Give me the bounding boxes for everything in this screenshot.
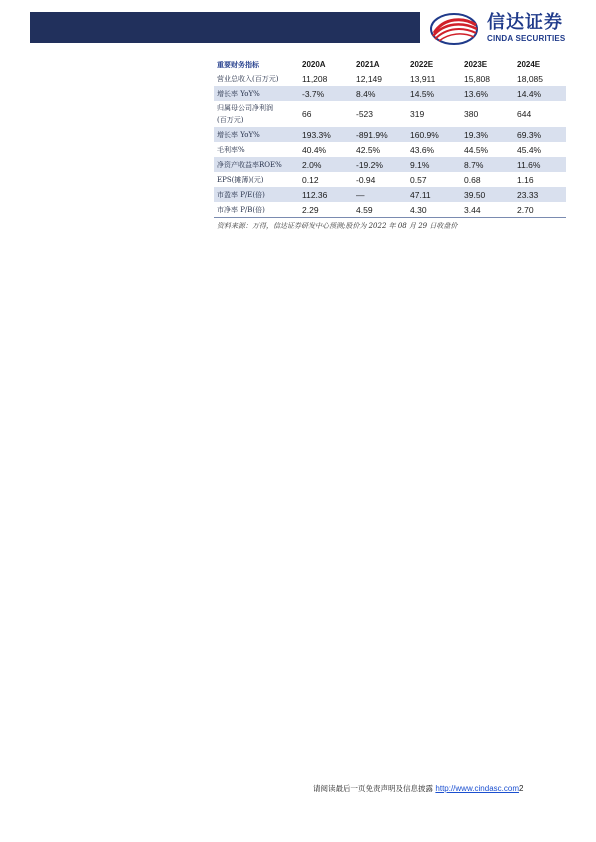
website-link[interactable]: http://www.cindasc.com [435,784,519,793]
table-cell: 0.68 [464,174,481,185]
table-cell: 4.59 [353,202,407,218]
table-cell: 69.3% [514,127,566,142]
table-cell: 2.29 [299,202,353,218]
footer-disclaimer-text: 请阅读最后一页免责声明及信息披露 [313,784,436,793]
row-label: EPS(摊薄)(元) [217,175,264,184]
table-cell: 23.33 [514,187,566,202]
row-label: 营业总收入(百万元) [217,74,279,83]
table-header-row [214,58,566,71]
table-cell: -3.7% [299,86,353,101]
table-cell: 0.12 [302,174,319,185]
table-cell: 13,911 [410,73,436,84]
table-cell: 19.3% [461,127,514,142]
row-label: 增长率 YoY% [214,86,299,101]
table-cell: -19.2% [353,157,407,172]
row-label-line2: (百万元) [217,116,244,124]
table-cell: -523 [356,109,374,119]
financial-indicators-table [214,58,566,218]
table-row [214,142,566,157]
row-label: 净资产收益率ROE% [214,157,299,172]
table-cell: 14.4% [514,86,566,101]
logo-chinese-name: 信达证券 [487,12,563,33]
table-row [214,86,566,101]
table-row [214,101,566,127]
row-label: 市盈率 P/E(倍) [214,187,299,202]
table-cell: 12,149 [356,73,382,84]
table-cell: 112.36 [299,187,353,202]
company-logo [430,13,580,45]
table-cell: 8.4% [353,86,407,101]
table-cell: 13.6% [461,86,514,101]
table-cell: 1.16 [517,174,534,185]
cinda-logo-icon [430,13,482,45]
row-label: 市净率 P/B(倍) [214,202,299,218]
table-cell: 11.6% [514,157,566,172]
page-number: 2 [518,784,524,793]
table-cell: — [353,187,407,202]
table-cell: 47.11 [407,187,461,202]
table-row [214,202,566,218]
table-cell: 160.9% [407,127,461,142]
column-header: 2023E [464,60,488,69]
table-cell: 42.5% [356,144,381,155]
column-header: 2022E [410,60,434,69]
table-row [214,172,566,187]
table-cell: 15,808 [464,73,490,84]
source-note: 资料来源：万得，信达证券研发中心预测;股价为 2022 年 08 月 29 日收盘价 [217,222,458,230]
column-header: 重要财务指标 [217,60,259,69]
table-cell: -0.94 [356,174,376,185]
table-cell: 2.70 [514,202,566,218]
column-header: 2020A [302,60,326,69]
table-cell: 18,085 [517,73,543,84]
table-row [214,157,566,172]
header-bar [30,12,420,43]
row-label [214,101,299,127]
logo-english-name: CINDA SECURITIES [487,34,566,43]
table-cell: 66 [302,109,312,119]
table-cell: 3.44 [461,202,514,218]
table-cell: 2.0% [299,157,353,172]
table-cell: 0.57 [410,174,427,185]
row-label: 增长率 YoY% [214,127,299,142]
table-cell: 43.6% [410,144,435,155]
column-header: 2024E [517,60,541,69]
column-header: 2021A [356,60,380,69]
table-row [214,127,566,142]
row-label: 毛利率% [217,145,245,154]
row-label-line1: 归属母公司净利润 [217,104,273,112]
table-cell: 40.4% [302,144,327,155]
table-cell: 39.50 [461,187,514,202]
table-cell: 14.5% [407,86,461,101]
table-row [214,71,566,86]
table-cell: 44.5% [464,144,489,155]
table-row [214,187,566,202]
table-cell: 9.1% [407,157,461,172]
table-cell: 11,208 [302,73,328,84]
table-cell: 644 [517,109,532,119]
table-cell: 45.4% [517,144,542,155]
table-cell: 193.3% [299,127,353,142]
table-cell: 4.30 [407,202,461,218]
table-cell: 319 [410,109,425,119]
table-cell: 8.7% [461,157,514,172]
table-cell: 380 [464,109,479,119]
page-footer [313,783,523,794]
table-cell: -891.9% [353,127,407,142]
